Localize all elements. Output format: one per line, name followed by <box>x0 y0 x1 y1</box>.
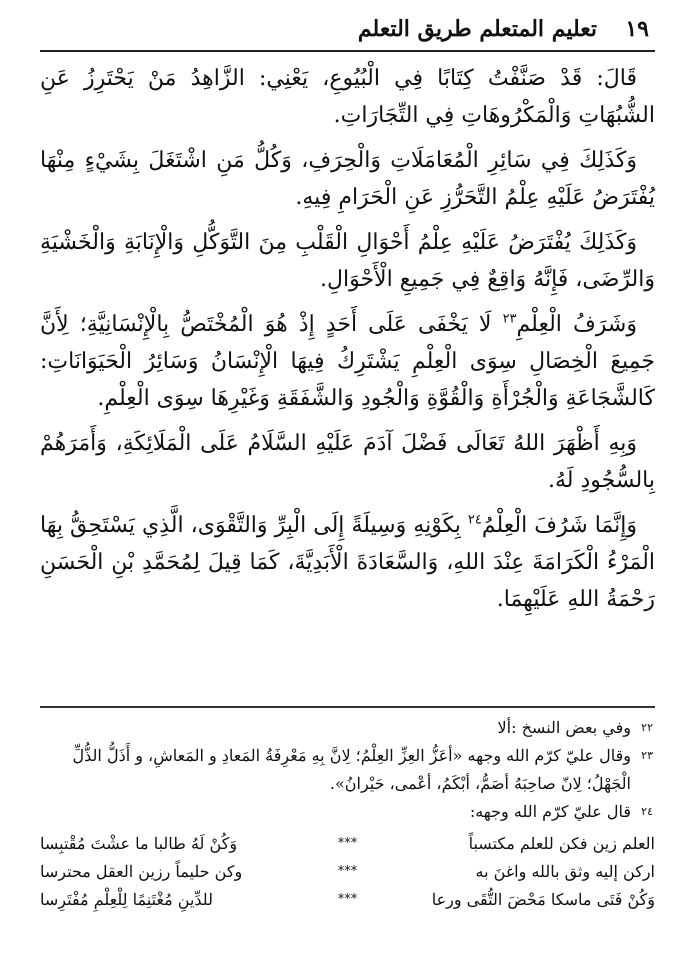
verse-separator: *** <box>337 864 358 879</box>
paragraph-1: قَالَ: قَدْ صَنَّفْتُ كِتَابًا فِي الْبُيُوعِ، يَعْنِي: الزَّاهِدُ مَنْ يَحْتَرِزُ عَنِ الشُّبُهَاتِ وَالْمَكْرُوهَاتِ فِي التِّجَارَاتِ. <box>40 66 655 128</box>
footnote-23-text: وقال عليّ كرّم الله وجهه «أعَزُّ العِزِّ العِلْمُ؛ لِانَّ بِهِ مَعْرِفَةُ المَعادِ و المَعاشِ، و أَذَلُّ الذُّلِّ الْجَهْلُ؛ لِانّ صاحِبَهُ أصَمُّ، أبْكَمُ، أعْمى، حَيْرانُ». <box>72 746 631 793</box>
page-number: ١٩ <box>625 16 649 42</box>
footnote-24-text: قال عليّ كرّم الله وجهه: <box>469 802 631 821</box>
verse-first-hemistich: اركن إليه وثق بالله واغنَ به <box>475 862 655 881</box>
verse-second-hemistich: للدِّينِ مُغْتَنِمًا لِلْعِلْمِ مُفْتَرِسا <box>40 890 213 909</box>
paragraph-4 <box>40 306 655 417</box>
footnote-23 <box>40 742 655 798</box>
verse-first-hemistich: العلم زين فكن للعلم مكتسباً <box>468 834 655 853</box>
verse-second-hemistich: وَكُنْ لَهُ طالبا ما عشْتَ مُقْتبِسا <box>40 834 238 853</box>
paragraph-4-rest: لَا يَخْفَى عَلَى أَحَدٍ إِذْ هُوَ الْمُخْتَصُّ بِالْإِنْسَانِيَّةِ؛ لِأَنَّ جَمِيعَ الْخِصَالِ سِوَى الْعِلْمِ يَشْتَرِكُ فِيهَا الْإِنْسَانُ وَسَائِرُ الْحَيَوَانَاتِ: كَالشَّجَاعَةِ وَالْجُرْأَةِ وَالْقُوَّةِ وَالْجُودِ وَالشَّفَقَةِ وَغَيْرِهَا سِوَى الْعِلْمِ. <box>40 312 655 411</box>
footnote-22-number: ٢٢ <box>641 721 653 734</box>
footnotes <box>40 714 655 914</box>
footnote-24 <box>40 798 655 826</box>
footnote-ref-23[interactable]: ٢٣ <box>502 311 517 327</box>
paragraph-4-start: وَشَرَفُ الْعِلْمِ <box>516 312 637 337</box>
paragraph-2: وَكَذَلِكَ فِي سَائِرِ الْمُعَامَلَاتِ وَالْحِرَفِ، وَكُلُّ مَنِ اشْتَغَلَ بِشَيْءٍ مِنْهَا يُفْتَرَضُ عَلَيْهِ عِلْمُ التَّحَرُّزِ عَنِ الْحَرَامِ فِيهِ. <box>40 148 655 210</box>
paragraph-6 <box>40 507 655 618</box>
footnote-divider <box>40 706 655 708</box>
paragraph-6-rest: بِكَوْنِهِ وَسِيلَةً إِلَى الْبِرِّ وَالتَّقْوَى، الَّذِي يَسْتَحِقُّ بِهَا الْمَرْءُ الْكَرَامَةَ عِنْدَ اللهِ، وَالسَّعَادَةَ الْأَبَدِيَّةَ، كَمَا قِيلَ لِمُحَمَّدِ بْنِ الْحَسَنِ رَحْمَةُ اللهِ عَلَيْهِمَا. <box>40 513 655 612</box>
footnote-23-number: ٢٣ <box>641 749 653 762</box>
running-title: تعليم المتعلم طريق التعلم <box>357 16 597 42</box>
poem <box>40 830 655 914</box>
verse-second-hemistich: وكن حليماً رزين العقل محترسا <box>40 862 243 881</box>
verse-row <box>40 830 655 858</box>
footnote-22 <box>40 714 655 742</box>
verse-separator: *** <box>337 836 358 851</box>
verse-first-hemistich: وَكُنْ فَتَى ماسكا مَحْضَ التُّقَى ورعا <box>431 890 655 909</box>
footnote-ref-24[interactable]: ٢٤ <box>467 512 482 528</box>
paragraph-5: وَبِهِ أَظْهَرَ اللهُ تَعَالَى فَضْلَ آدَمَ عَلَيْهِ السَّلَامُ عَلَى الْمَلَائِكَةِ، وَأَمَرَهُمْ بِالسُّجُودِ لَهُ. <box>40 431 655 493</box>
paragraph-6-start: وَإِنَّمَا شَرُفَ الْعِلْمُ <box>481 513 637 538</box>
page-header <box>40 14 655 52</box>
footnote-24-number: ٢٤ <box>641 805 653 818</box>
main-text <box>40 60 655 626</box>
verse-separator: *** <box>337 892 358 907</box>
footnote-22-text: وفي بعض النسخ :ألا <box>497 718 631 737</box>
verse-row <box>40 886 655 914</box>
paragraph-3: وَكَذَلِكَ يُفْتَرَضُ عَلَيْهِ عِلْمُ أَحْوَالِ الْقَلْبِ مِنَ التَّوَكُّلِ وَالْإِنَابَةِ وَالْخَشْيَةِ وَالرِّضَى، فَإِنَّهُ وَاقِعٌ فِي جَمِيعِ الْأَحْوَالِ. <box>40 230 655 292</box>
verse-row <box>40 858 655 886</box>
